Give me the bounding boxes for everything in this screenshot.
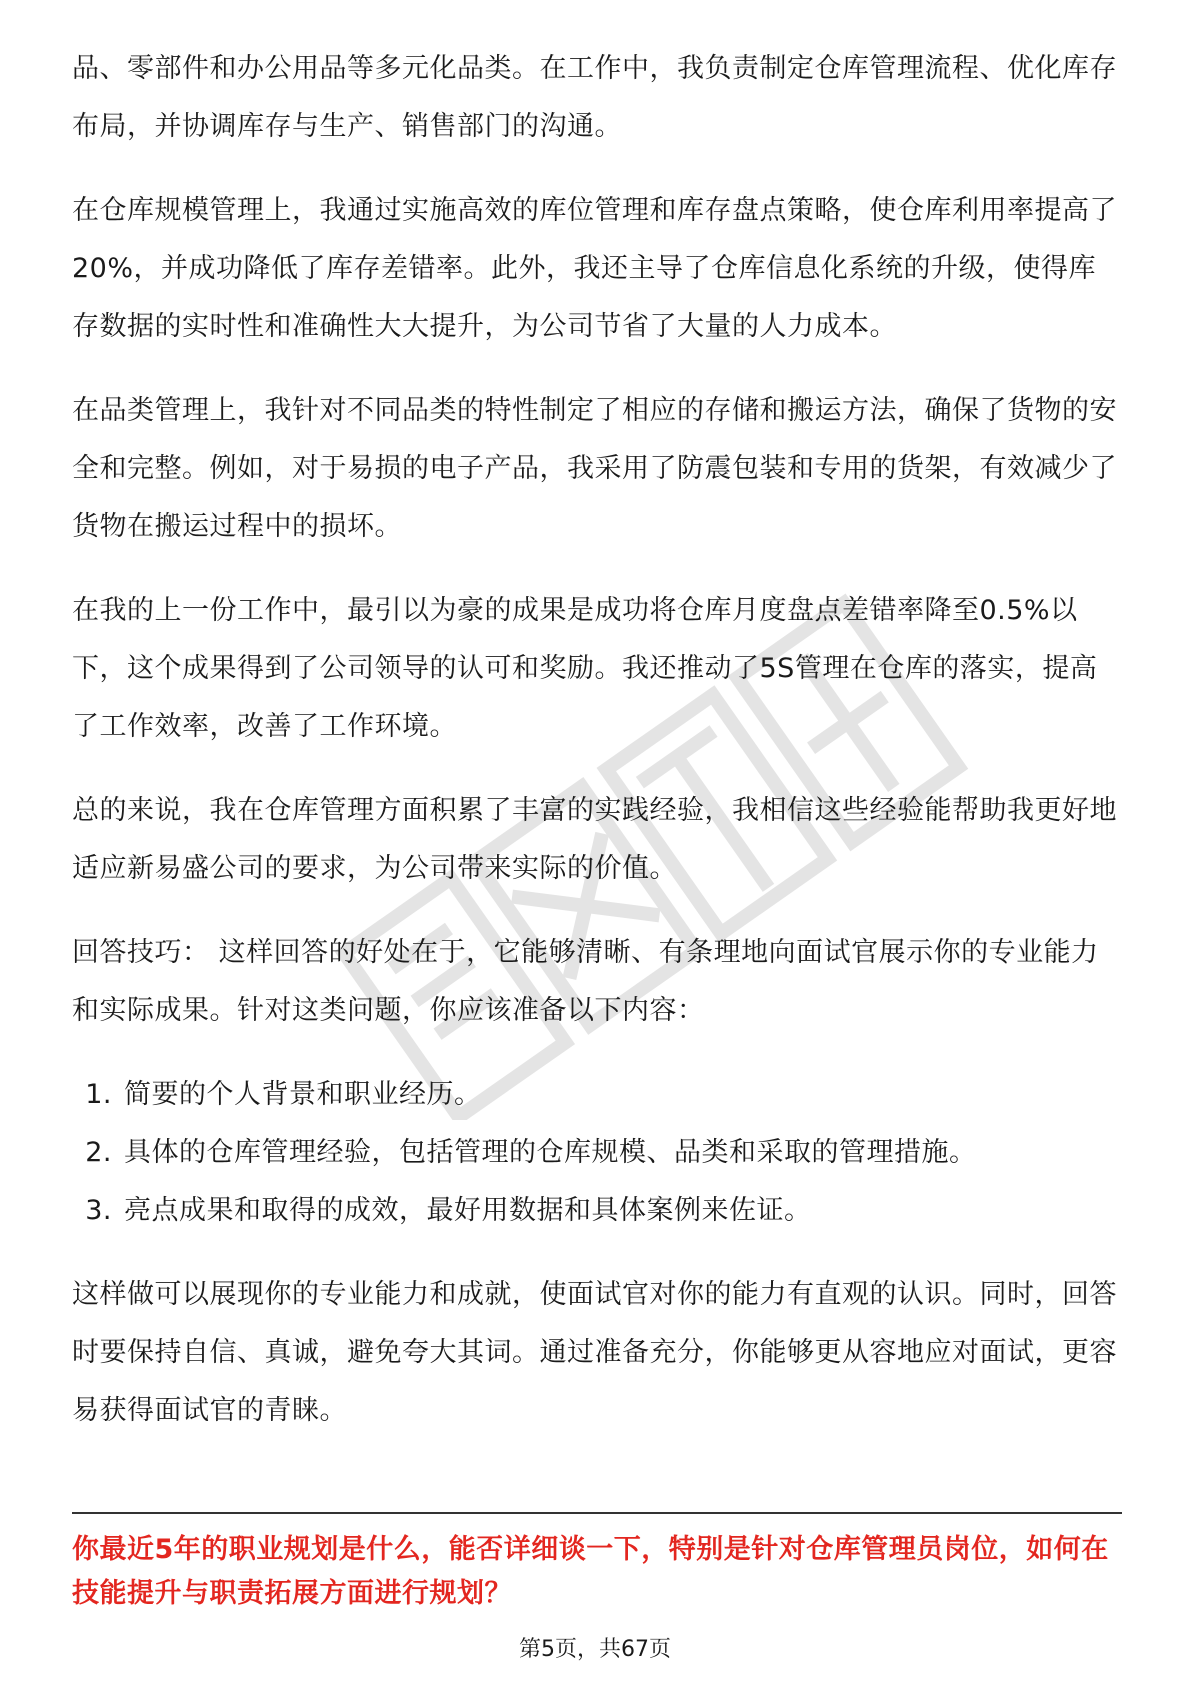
next-question-heading: 你最近5年的职业规划是什么，能否详细谈一下，特别是针对仓库管理员岗位，如何在技能提升与职责拓展方面进行规划？ xyxy=(72,1534,1109,1609)
paragraph-closing: 这样做可以展现你的专业能力和成就，使面试官对你的能力有直观的认识。同时，回答时要保持自信、真诚，避免夸大其词。通过准备充分，你能够更从容地应对面试，更容易获得面试官的青睐。 xyxy=(72,1279,1117,1426)
paragraph-warehouse-scale: 在仓库规模管理上，我通过实施高效的库位管理和库存盘点策略，使仓库利用率提高了20%，并成功降低了库存差错率。此外，我还主导了仓库信息化系统的升级，使得库存数据的实时性和准确性大大提升，为公司节省了大量的人力成本。 xyxy=(72,195,1117,342)
paragraph-achievements: 在我的上一份工作中，最引以为豪的成果是成功将仓库月度盘点差错率降至0.5%以下，这个成果得到了公司领导的认可和奖励。我还推动了5S管理在仓库的落实，提高了工作效率，改善了工作环境。 xyxy=(72,595,1098,742)
paragraph-answer-tips: 回答技巧： 这样回答的好处在于，它能够清晰、有条理地向面试官展示你的专业能力和实际成果。针对这类问题，你应该准备以下内容： xyxy=(72,937,1099,1026)
list-item-text: 简要的个人背景和职业经历。 xyxy=(124,1079,482,1110)
paragraph-intro-continued: 品、零部件和办公用品等多元化品类。在工作中，我负责制定仓库管理流程、优化库存布局，并协调库存与生产、销售部门的沟通。 xyxy=(72,53,1117,142)
list-item-text: 具体的仓库管理经验，包括管理的仓库规模、品类和采取的管理措施。 xyxy=(124,1137,977,1168)
page-number-footer: 第5页，共67页 xyxy=(519,1637,671,1662)
list-item xyxy=(72,1182,1122,1240)
list-item-number: 2. xyxy=(85,1137,112,1168)
prep-list xyxy=(72,1066,1122,1240)
list-item-text: 亮点成果和取得的成效，最好用数据和具体案例来佐证。 xyxy=(124,1195,812,1226)
list-item-number: 3. xyxy=(85,1195,112,1226)
section-divider xyxy=(72,1512,1122,1514)
list-item xyxy=(72,1124,1122,1182)
list-item-number: 1. xyxy=(85,1079,112,1110)
paragraph-category-management: 在品类管理上，我针对不同品类的特性制定了相应的存储和搬运方法，确保了货物的安全和完整。例如，对于易损的电子产品，我采用了防震包装和专用的货架，有效减少了货物在搬运过程中的损坏。 xyxy=(72,395,1117,542)
paragraph-summary: 总的来说，我在仓库管理方面积累了丰富的实践经验，我相信这些经验能帮助我更好地适应新易盛公司的要求，为公司带来实际的价值。 xyxy=(72,795,1117,884)
list-item xyxy=(72,1066,1122,1124)
document-body xyxy=(72,40,1122,1466)
